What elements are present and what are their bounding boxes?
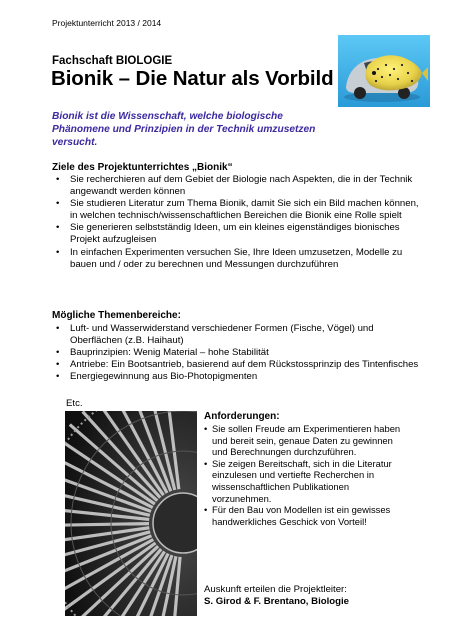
list-item: • In einfachen Experimenten versuchen Sie, Ihre Ideen umzusetzen, Modelle zu bauen und / oder zu berechnen und Messungen durchzuführen xyxy=(56,246,403,270)
bullet-icon: • xyxy=(56,246,60,258)
intro-text: Bionik ist die Wissenschaft, welche biologische Phänomene und Prinzipien in der Technik umzusetzen versucht. xyxy=(52,111,316,148)
bullet-icon: • xyxy=(56,371,60,383)
list-item: • Sie generieren selbstständig Ideen, um ein kleines eigenständiges bionisches Projekt aufzugleisen xyxy=(56,222,400,246)
bullet-icon: • xyxy=(204,457,208,469)
boxfish-car-image xyxy=(338,35,430,107)
list-item: • Antriebe: Ein Bootsantrieb, basierend auf dem Rückstossprinzip des Tintenfisches xyxy=(56,359,419,371)
bullet-icon: • xyxy=(56,323,60,334)
contact-names: S. Girod & F. Brentano, Biologie xyxy=(204,596,349,607)
bullet-icon: • xyxy=(204,504,208,516)
list-item: • Sie studieren Literatur zum Thema Bionik, damit Sie sich ein Bild machen können, in welchen technisch/wissenschaftlichen Bereichen die Bionik eine Rolle spielt xyxy=(56,198,419,222)
list-item: • Sie recherchieren auf dem Gebiet der Biologie nach Aspekten, die in der Technik angewandt werden können xyxy=(56,174,413,198)
list-item: • Luft- und Wasserwiderstand verschiedener Formen (Fische, Vögel) und Oberflächen (z.B. Haihaut) xyxy=(56,323,374,347)
etc-text: Etc. xyxy=(66,398,83,409)
page-title: Bionik – Die Natur als Vorbild xyxy=(51,67,334,90)
themes-heading: Mögliche Themenbereiche: xyxy=(52,310,181,321)
bullet-icon: • xyxy=(56,222,60,234)
bullet-icon: • xyxy=(56,198,60,210)
contact-label: Auskunft erteilen die Projektleiter: xyxy=(204,584,347,595)
goals-list xyxy=(56,174,421,271)
requirements-heading: Anforderungen: xyxy=(204,411,280,422)
goals-heading: Ziele des Projektunterrichtes „Bionik“ xyxy=(52,162,233,173)
list-item: • Bauprinzipien: Wenig Material – hohe Stabilität xyxy=(56,347,269,359)
requirements-list xyxy=(204,423,404,527)
diatom-micrograph-image xyxy=(65,411,197,616)
contact-info xyxy=(204,584,349,608)
department-label: Fachschaft BIOLOGIE xyxy=(52,55,173,67)
list-item: • Sie sollen Freude am Experimentieren haben und bereit sein, genaue Daten zu gewinnen und Berechnungen durchzuführen. xyxy=(204,423,401,458)
bullet-icon: • xyxy=(56,359,60,371)
course-header: Projektunterricht 2013 / 2014 xyxy=(52,18,162,28)
bullet-icon: • xyxy=(56,347,60,359)
list-item: • Energiegewinnung aus Bio-Photopigmenten xyxy=(56,371,258,383)
list-item: • Sie zeigen Bereitschaft, sich in die Literatur einzulesen und vertiefte Recherchen in wissenschaftlichen Publikationen vorzunehmen. xyxy=(204,457,392,504)
list-item: • Für den Bau von Modellen ist ein gewisses handwerkliches Geschick von Vorteil! xyxy=(204,504,391,527)
bullet-icon: • xyxy=(56,174,60,185)
bullet-icon: • xyxy=(204,423,208,434)
themes-list xyxy=(56,323,421,383)
